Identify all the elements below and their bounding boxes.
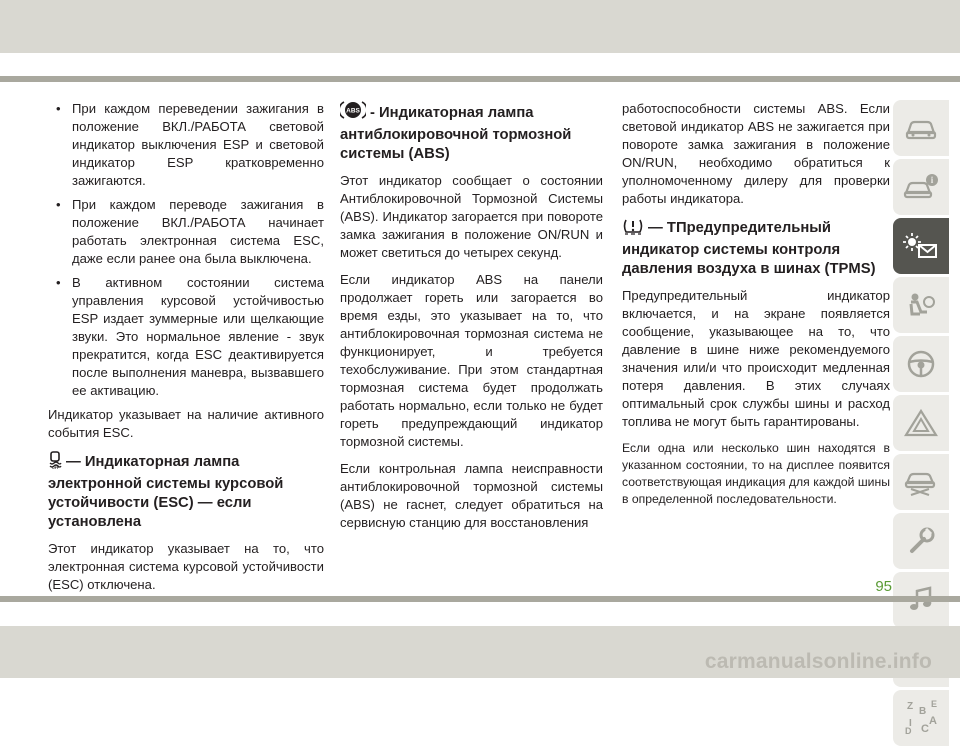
page-number: 95 bbox=[875, 578, 892, 595]
tpms-icon bbox=[622, 217, 644, 241]
paragraph: Этот индикатор указывает на то, что электронная система курсовой устойчивости (ESC) отключена. bbox=[48, 541, 324, 592]
esc-off-icon bbox=[48, 451, 62, 475]
tab-index[interactable] bbox=[893, 690, 949, 746]
abs-icon bbox=[340, 100, 366, 126]
top-band bbox=[0, 0, 960, 53]
bottom-stripe bbox=[0, 596, 960, 602]
top-stripe bbox=[0, 76, 960, 82]
tab-wrench[interactable] bbox=[893, 513, 949, 569]
section-heading-esc: OFF — Индикаторная лампа электронной системы курсовой устойчивости (ESC) — если установлена bbox=[48, 451, 324, 532]
svg-text:E: E bbox=[931, 699, 938, 709]
svg-text:B: B bbox=[919, 706, 927, 717]
tab-car-info[interactable] bbox=[893, 159, 949, 215]
hazard-icon bbox=[903, 408, 939, 438]
car-lift-icon bbox=[903, 467, 939, 497]
wrench-icon bbox=[904, 526, 938, 556]
watermark: carmanualsonline.info bbox=[704, 650, 932, 673]
airbag-icon bbox=[903, 290, 939, 320]
svg-text:D: D bbox=[905, 726, 912, 736]
column-middle bbox=[340, 100, 603, 541]
svg-text:C: C bbox=[921, 723, 929, 735]
tab-steering-wheel[interactable] bbox=[893, 336, 949, 392]
paragraph: Если одна или несколько шин находятся в указанном состоянии, то на дисплее появится соответствующая индикация для каждой шины в определенной последовательности. bbox=[622, 441, 890, 506]
svg-text:OFF: OFF bbox=[52, 465, 59, 469]
tab-hazard[interactable] bbox=[893, 395, 949, 451]
bullet-item: • При каждом переведении зажигания в положение ВКЛ./РАБОТА световой индикатор выключения ESP и световой индикатор ESP кратковременно зажигаются. bbox=[56, 101, 324, 188]
index-letters-icon bbox=[901, 698, 941, 738]
column-right bbox=[622, 100, 890, 517]
svg-text:A: A bbox=[929, 715, 937, 727]
column-left bbox=[48, 100, 324, 603]
paragraph: Предупредительный индикатор включается, и на экране появляется сообщение, указывающее на то, что давление в шине ниже рекомендуемого значения или/и что происходит медленная потеря давления. В этих случаях оптимальный срок службы шины и расход топлива не могут быть гарантированы. bbox=[622, 288, 890, 429]
section-heading-tpms: — ТПредупредительный индикатор системы контроля давления воздуха в шинах (TPMS) bbox=[622, 217, 890, 279]
svg-text:i: i bbox=[930, 175, 934, 185]
section-heading-abs: ABS - Индикаторная лампа антиблокировочной тормозной системы (ABS) bbox=[340, 100, 603, 164]
warning-lights-icon bbox=[902, 231, 940, 261]
paragraph: Этот индикатор сообщает о состоянии Антиблокировочной Тормозной Системы (ABS). Индикатор загорается при повороте замка зажигания в положение ON/RUN и может светиться до четырех секунд. bbox=[340, 173, 603, 260]
car-info-icon bbox=[903, 172, 939, 202]
tab-warning-lights[interactable] bbox=[893, 218, 949, 274]
car-icon bbox=[903, 113, 939, 143]
paragraph: Если индикатор ABS на панели продолжает гореть или загорается во время езды, это указывает на то, что антиблокировочная тормозная система не функционирует, и требуется техобслуживание. При этом стандартная тормозная система будет продолжать работать нормально, если только не будет гореть предупреждающий индикатор тормозной системы. bbox=[340, 272, 603, 449]
steering-wheel-icon bbox=[904, 349, 938, 379]
svg-text:I: I bbox=[909, 718, 912, 729]
paragraph: работоспособности системы ABS. Если световой индикатор ABS не зажигается при повороте замка зажигания в положение ON/RUN, необходимо обратиться к уполномоченному дилеру для проверки работы индикатора. bbox=[622, 101, 890, 206]
paragraph: Индикатор указывает на наличие активного события ESC. bbox=[48, 407, 324, 440]
svg-text:Z: Z bbox=[907, 701, 914, 712]
bullet-item: • В активном состоянии система управления курсовой устойчивостью ESP издает зуммерные или щелкающие звуки. Это нормальное явление - звук прекратится, когда ESC деактивируется после выполнения маневра, вызвавшего ее активацию. bbox=[56, 275, 324, 398]
paragraph: Если контрольная лампа неисправности антиблокировочной тормозной системы (ABS) не гаснет, следует обратиться на сервисную станцию для восстановления bbox=[340, 461, 603, 530]
tab-car[interactable] bbox=[893, 100, 949, 156]
bullet-item: • При каждом переводе зажигания в положение ВКЛ./РАБОТА начинает работать электронная система ESC, даже если ранее она была выключена. bbox=[56, 197, 324, 266]
svg-text:ABS: ABS bbox=[346, 107, 360, 115]
tab-airbag[interactable] bbox=[893, 277, 949, 333]
tab-car-lift[interactable] bbox=[893, 454, 949, 510]
